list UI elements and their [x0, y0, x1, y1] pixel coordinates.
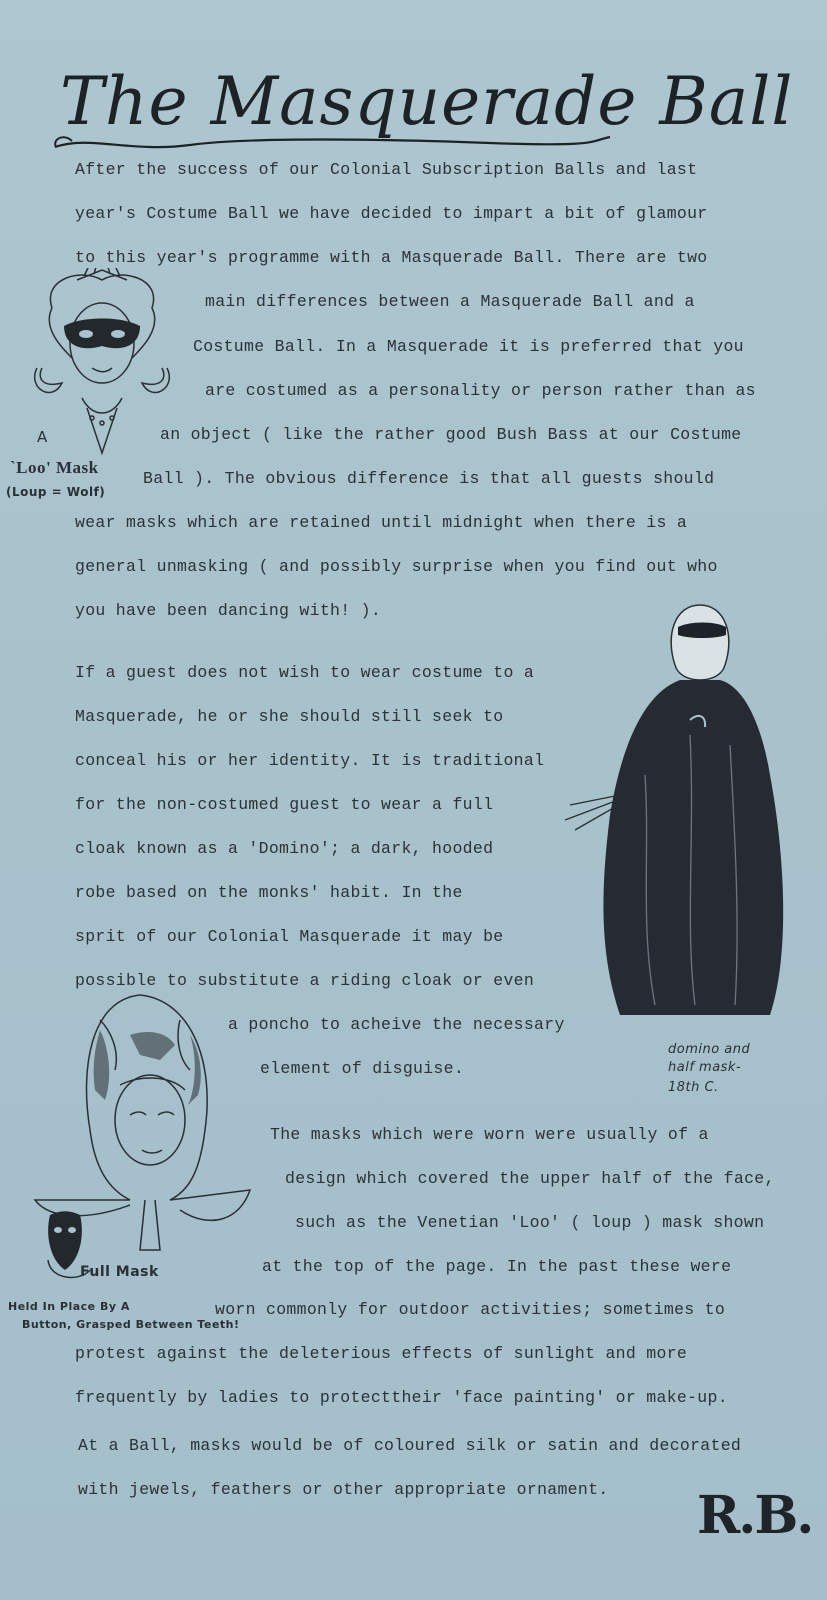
text-line: Ball ). The obvious difference is that all guests should: [143, 469, 715, 488]
text-line: an object ( like the rather good Bush Bass at our Costume: [160, 425, 742, 444]
text-line: Costume Ball. In a Masquerade it is preferred that you: [193, 337, 744, 356]
text-line: for the non-costumed guest to wear a full: [75, 795, 494, 814]
text-line: worn commonly for outdoor activities; sometimes to: [215, 1300, 726, 1319]
text-line: After the success of our Colonial Subscription Balls and last: [75, 160, 698, 179]
domino-caption-line1: domino and: [668, 1042, 751, 1057]
text-line: If a guest does not wish to wear costume to a: [75, 663, 535, 682]
domino-caption-line2: half mask-: [668, 1060, 742, 1075]
text-line: you have been dancing with! ).: [75, 601, 382, 620]
text-line: possible to substitute a riding cloak or even: [75, 971, 535, 990]
text-line: main differences between a Masquerade Ball and a: [205, 292, 695, 311]
text-line: with jewels, feathers or other appropriate ornament.: [78, 1480, 609, 1499]
text-line: Masquerade, he or she should still seek to: [75, 707, 504, 726]
loo-mask-caption: `Loo' Mask: [10, 458, 99, 477]
text-line: robe based on the monks' habit. In the: [75, 883, 463, 902]
text-line: element of disguise.: [260, 1059, 465, 1078]
text-line: The masks which were worn were usually of a: [270, 1125, 709, 1144]
text-line: to this year's programme with a Masquerade Ball. There are two: [75, 248, 708, 267]
text-line: at the top of the page. In the past these were: [262, 1257, 732, 1276]
loo-mask-note: (Loup = Wolf): [6, 485, 106, 499]
signature: R.B.: [697, 1485, 813, 1546]
text-line: conceal his or her identity. It is traditional: [75, 751, 545, 770]
text-line: are costumed as a personality or person rather than as: [205, 381, 756, 400]
text-line: protest against the deleterious effects of sunlight and more: [75, 1344, 688, 1363]
text-line: sprit of our Colonial Masquerade it may be: [75, 927, 504, 946]
title-underline: [50, 127, 620, 157]
text-line: frequently by ladies to protecttheir 'face painting' or make-up.: [75, 1388, 728, 1407]
loo-mask-caption-a: A: [37, 428, 48, 446]
text-line: wear masks which are retained until midnight when there is a: [75, 513, 688, 532]
page-title: The Masquerade Ball: [60, 63, 794, 140]
text-line: At a Ball, masks would be of coloured silk or satin and decorated: [78, 1436, 742, 1455]
text-line: design which covered the upper half of the face,: [285, 1169, 775, 1188]
full-mask-note-line1: Held In Place By A: [8, 1300, 130, 1313]
full-mask-note-line2: Button, Grasped Between Teeth!: [22, 1318, 240, 1331]
text-line: such as the Venetian 'Loo' ( loup ) mask shown: [295, 1213, 765, 1232]
full-mask-caption: Full Mask: [80, 1264, 159, 1280]
full-mask-illustration: [30, 990, 265, 1290]
domino-caption-line3: 18th C.: [668, 1080, 719, 1095]
text-line: cloak known as a 'Domino'; a dark, hooded: [75, 839, 494, 858]
text-line: a poncho to acheive the necessary: [228, 1015, 565, 1034]
title-block: [50, 55, 794, 155]
domino-cloak-illustration: [560, 595, 790, 1035]
text-line: year's Costume Ball we have decided to impart a bit of glamour: [75, 204, 708, 223]
text-line: general unmasking ( and possibly surprise when you find out who: [75, 557, 718, 576]
